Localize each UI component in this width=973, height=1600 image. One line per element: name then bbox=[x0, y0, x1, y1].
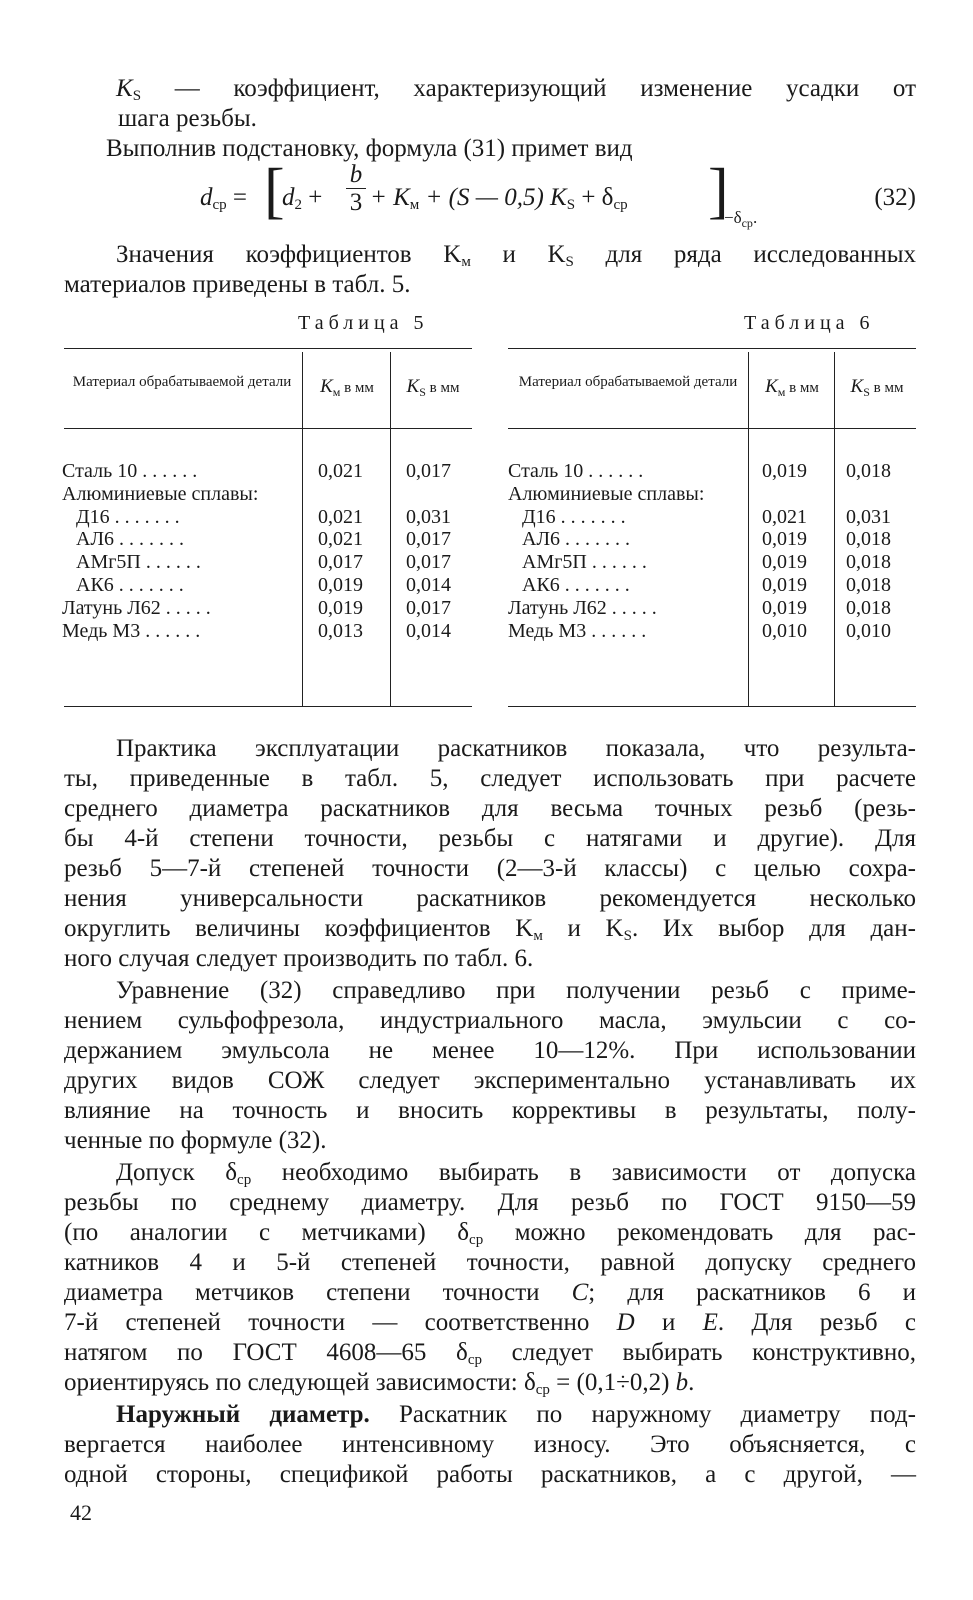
intro-line-3: Выполнив подстановку, формула (31) примет вид bbox=[106, 135, 633, 162]
tolerance-l8-dot: . bbox=[688, 1369, 695, 1396]
table5-row-material: АЛ6 . . . . . . . bbox=[76, 528, 185, 551]
table6-row-km: 0,019 bbox=[762, 596, 807, 619]
tolerance-l3-end: можно рекомендовать для рас- bbox=[483, 1219, 917, 1246]
table5-row-material: Д16 . . . . . . . bbox=[76, 505, 180, 528]
tolerance-line-6 bbox=[64, 1308, 916, 1338]
formula-d2-var: d bbox=[282, 184, 295, 211]
table6-row-material: АЛ6 . . . . . . . bbox=[522, 528, 631, 551]
tolerance-delta: −δ bbox=[724, 208, 742, 227]
table5-row-km: 0,013 bbox=[318, 619, 363, 642]
table6-header-rule bbox=[508, 428, 916, 429]
left-bracket: [ bbox=[264, 157, 285, 225]
tolerance-l8-end: = (0,1÷0,2) bbox=[549, 1369, 676, 1396]
practice-l7-text: округлить величины коэффициентов K bbox=[64, 915, 534, 942]
table6-row-material: АК6 . . . . . . . bbox=[522, 574, 630, 596]
practice-line-4: бы 4-й степени точности, резьбы с натягами и другие). Для bbox=[64, 825, 916, 852]
table5-row-material: Медь М3 . . . . . . bbox=[62, 619, 201, 642]
tolerance-l3-text: (по аналогии с метчиками) δ bbox=[64, 1219, 470, 1246]
formula-lhs bbox=[200, 184, 247, 214]
table6-vrule-2 bbox=[834, 352, 835, 706]
practice-line-5: резьб 5—7-й степеней точности (2—3-й классы) с целью сохра- bbox=[64, 855, 916, 882]
table5-row-material: АМг5П . . . . . . bbox=[76, 551, 201, 574]
equation-line-2: нением сульфофрезола, индустриального масла, эмульсии с со- bbox=[64, 1007, 916, 1034]
practice-line-3: среднего диаметра раскатников для весьма точных резьб (резь- bbox=[64, 795, 916, 822]
practice-line-1: Практика эксплуатации раскатников показала, что результа- bbox=[116, 735, 916, 762]
table6-bottom-rule bbox=[508, 706, 916, 707]
tolerance-l3-sub: ср bbox=[469, 1232, 484, 1248]
table5-row-ks: 0,014 bbox=[406, 574, 451, 596]
formula-d2-sub: 2 bbox=[294, 197, 302, 213]
tolerance-l5-c: C bbox=[571, 1279, 589, 1306]
tolerance-sub: ср bbox=[741, 216, 753, 230]
table5-ks-unit: в мм bbox=[429, 380, 460, 396]
table6-top-rule bbox=[508, 348, 916, 349]
formula-km: + K bbox=[370, 184, 410, 211]
tolerance-line-2: резьбы по среднему диаметру. Для резьб по ГОСТ 9150—59 bbox=[64, 1189, 916, 1216]
table6-ks-symbol: K bbox=[850, 376, 864, 397]
equation-line-1: Уравнение (32) справедливо при получении резьб с приме- bbox=[116, 977, 916, 1004]
table6-km-symbol: K bbox=[765, 376, 778, 397]
formula-lhs-var: d bbox=[200, 184, 213, 211]
table5-row-material: Сталь 10 . . . . . . bbox=[62, 460, 198, 482]
outer-line-2: вергается наиболее интенсивному износу. Это объясняется, с bbox=[64, 1431, 916, 1458]
table5-ks-symbol: K bbox=[406, 376, 420, 397]
tolerance-l1-text: Допуск δ bbox=[116, 1159, 238, 1186]
formula-delta-sub: ср bbox=[613, 197, 628, 213]
table5-km-unit: в мм bbox=[344, 380, 374, 396]
practice-l7-sub2: S bbox=[623, 928, 632, 944]
table6-km-unit: в мм bbox=[789, 380, 819, 396]
formula-km-sub: м bbox=[409, 197, 420, 213]
practice-line-8: ного случая следует производить по табл. 6. bbox=[64, 945, 534, 972]
outer-line-1 bbox=[116, 1400, 916, 1430]
table6-row-km: 0,019 bbox=[762, 574, 807, 596]
table5-row-km: 0,021 bbox=[318, 460, 363, 482]
table6-km-sub: м bbox=[777, 385, 786, 399]
formula-dot: . bbox=[752, 208, 758, 227]
tolerance-l6-d: D bbox=[616, 1309, 635, 1336]
table6-header-material: Материал обрабатываемой детали bbox=[518, 374, 738, 390]
outer-l1-rest: Раскатник по наружному диаметру под- bbox=[369, 1401, 916, 1428]
formula-tolerance bbox=[724, 208, 757, 231]
table6-row-km: 0,019 bbox=[762, 528, 807, 551]
table5-row-km: 0,019 bbox=[318, 574, 363, 596]
table6-row-material: Медь М3 . . . . . . bbox=[508, 619, 647, 642]
table5-row-ks: 0,017 bbox=[406, 596, 451, 619]
table5-km-sub: м bbox=[332, 385, 341, 399]
fraction-numerator: b bbox=[349, 161, 363, 188]
practice-l7-mid: и K bbox=[542, 915, 624, 942]
equation-line-3: держанием эмульсола не менее 10—12%. При использовании bbox=[64, 1037, 916, 1064]
table6-row-km: 0,019 bbox=[762, 551, 807, 574]
tolerance-l8-sub: ср bbox=[535, 1382, 550, 1398]
tolerance-l6-and: и bbox=[634, 1309, 703, 1336]
formula-middle: + (S — 0,5) K bbox=[419, 184, 567, 211]
table6-row-km: 0,021 bbox=[762, 505, 807, 528]
tolerance-l7-sub: ср bbox=[467, 1352, 482, 1368]
page-number: 42 bbox=[70, 1500, 92, 1525]
values-line-2: материалов приведены в табл. 5. bbox=[64, 271, 411, 298]
table5-row-ks: 0,017 bbox=[406, 551, 451, 574]
table5-header-km bbox=[304, 378, 390, 401]
table6-row-ks: 0,018 bbox=[846, 460, 891, 482]
table6-caption: Таблица 6 bbox=[744, 312, 875, 334]
table6-header-ks bbox=[836, 378, 918, 401]
table5-row-km: 0,017 bbox=[318, 551, 363, 574]
table5-row-material: Алюминиевые сплавы: bbox=[62, 482, 259, 505]
table6-row-km: 0,010 bbox=[762, 619, 807, 642]
practice-line-2: ты, приведенные в табл. 5, следует использовать при расчете bbox=[64, 765, 916, 792]
outer-line-3: одной стороны, спецификой работы раскатников, а с другой, — bbox=[64, 1461, 916, 1488]
tolerance-l6-e: E bbox=[702, 1309, 718, 1336]
table5-row-km: 0,019 bbox=[318, 596, 363, 619]
fraction-denominator: 3 bbox=[346, 188, 366, 217]
table6-header-km bbox=[750, 378, 834, 401]
ks-symbol: K bbox=[116, 75, 133, 102]
table5-vrule-2 bbox=[390, 352, 391, 706]
values-text-a: Значения коэффициентов K bbox=[116, 241, 462, 268]
table6-row-ks: 0,018 bbox=[846, 551, 891, 574]
table5-top-rule bbox=[64, 348, 472, 349]
values-sub-1: м bbox=[461, 254, 471, 270]
practice-l7-end: . Их выбор для дан- bbox=[631, 915, 916, 942]
table5-row-material: АК6 . . . . . . . bbox=[76, 574, 184, 596]
formula-tail bbox=[370, 184, 628, 214]
formula-number: (32) bbox=[874, 184, 916, 211]
equation-line-5: влияние на точность и вносить коррективы в результаты, полу- bbox=[64, 1097, 916, 1124]
tolerance-l1-sub: ср bbox=[237, 1172, 252, 1188]
practice-l7-sub1: м bbox=[533, 928, 543, 944]
tolerance-l8-b: b bbox=[675, 1369, 689, 1396]
table5-row-ks: 0,014 bbox=[406, 619, 451, 642]
table5-row-ks: 0,017 bbox=[406, 528, 451, 551]
table5-row-km: 0,021 bbox=[318, 528, 363, 551]
intro-line-1-text: — коэффициент, характеризующий изменение усадки от bbox=[141, 75, 916, 102]
table5-row-km: 0,021 bbox=[318, 505, 363, 528]
formula-d2 bbox=[282, 184, 322, 214]
tolerance-l5-end: ; для раскатников 6 и bbox=[588, 1279, 917, 1306]
formula-eq: = bbox=[226, 184, 248, 211]
table5-row-ks: 0,031 bbox=[406, 505, 451, 528]
tolerance-l6-text: 7-й степеней точности — соответственно bbox=[64, 1309, 617, 1336]
table6-ks-unit: в мм bbox=[873, 380, 904, 396]
formula-delta: + δ bbox=[575, 184, 614, 211]
tolerance-l6-end: . Для резьб с bbox=[717, 1309, 916, 1336]
table6-row-material: АМг5П . . . . . . bbox=[522, 551, 647, 574]
table6-row-ks: 0,010 bbox=[846, 619, 891, 642]
values-text-c: для ряда исследованных bbox=[573, 241, 917, 268]
intro-line-2: шага резьбы. bbox=[118, 105, 257, 132]
tolerance-l1-end: необходимо выбирать в зависимости от допуска bbox=[251, 1159, 916, 1186]
table6-row-ks: 0,018 bbox=[846, 528, 891, 551]
table6-row-material: Сталь 10 . . . . . . bbox=[508, 460, 644, 482]
equation-line-4: других видов СОЖ следует экспериментально устанавливать их bbox=[64, 1067, 916, 1094]
tolerance-l8-text: ориентируясь по следующей зависимости: δ bbox=[64, 1369, 536, 1396]
table5-row-material: Латунь Л62 . . . . . bbox=[62, 596, 211, 619]
table5-row-ks: 0,017 bbox=[406, 460, 451, 482]
equation-line-6: ченные по формуле (32). bbox=[64, 1127, 327, 1154]
table6-row-ks: 0,018 bbox=[846, 574, 891, 596]
table6-ks-sub: S bbox=[863, 385, 870, 399]
table5-header-material: Материал обрабатываемой детали bbox=[72, 374, 292, 390]
formula-plus-1: + bbox=[302, 184, 323, 211]
tolerance-l5-text: диаметра метчиков степени точности bbox=[64, 1279, 572, 1306]
table5-header-ks bbox=[392, 378, 474, 401]
values-text-b: и K bbox=[470, 241, 566, 268]
table6-row-material: Латунь Л62 . . . . . bbox=[508, 596, 657, 619]
tolerance-line-4: катников 4 и 5-й степеней точности, равной допуску среднего bbox=[64, 1249, 916, 1276]
right-bracket: ] bbox=[708, 157, 729, 225]
tolerance-l7-text: натягом по ГОСТ 4608—65 δ bbox=[64, 1339, 468, 1366]
table5-header-rule bbox=[64, 428, 472, 429]
table5-bottom-rule bbox=[64, 706, 472, 707]
table6-row-material: Алюминиевые сплавы: bbox=[508, 482, 705, 505]
tolerance-l7-end: следует выбирать конструктивно, bbox=[481, 1339, 916, 1366]
table5-caption: Таблица 5 bbox=[298, 312, 429, 334]
values-sub-2: S bbox=[565, 254, 574, 270]
practice-line-6: нения универсальности раскатников рекомендуется несколько bbox=[64, 885, 916, 912]
table5-ks-sub: S bbox=[419, 385, 426, 399]
formula-32 bbox=[200, 157, 916, 230]
formula-lhs-sub: ср bbox=[212, 197, 227, 213]
table6-row-material: Д16 . . . . . . . bbox=[522, 505, 626, 528]
table5-km-symbol: K bbox=[320, 376, 333, 397]
formula-ks-sub: S bbox=[566, 197, 576, 213]
tolerance-line-5 bbox=[64, 1278, 916, 1308]
table6-vrule-1 bbox=[748, 352, 749, 706]
ks-subscript: S bbox=[132, 88, 142, 104]
table6-row-km: 0,019 bbox=[762, 460, 807, 482]
table5-vrule-1 bbox=[302, 352, 303, 706]
outer-heading: Наружный диаметр. bbox=[116, 1401, 370, 1428]
formula-fraction bbox=[346, 162, 366, 217]
table6-row-ks: 0,018 bbox=[846, 596, 891, 619]
table6-row-ks: 0,031 bbox=[846, 505, 891, 528]
